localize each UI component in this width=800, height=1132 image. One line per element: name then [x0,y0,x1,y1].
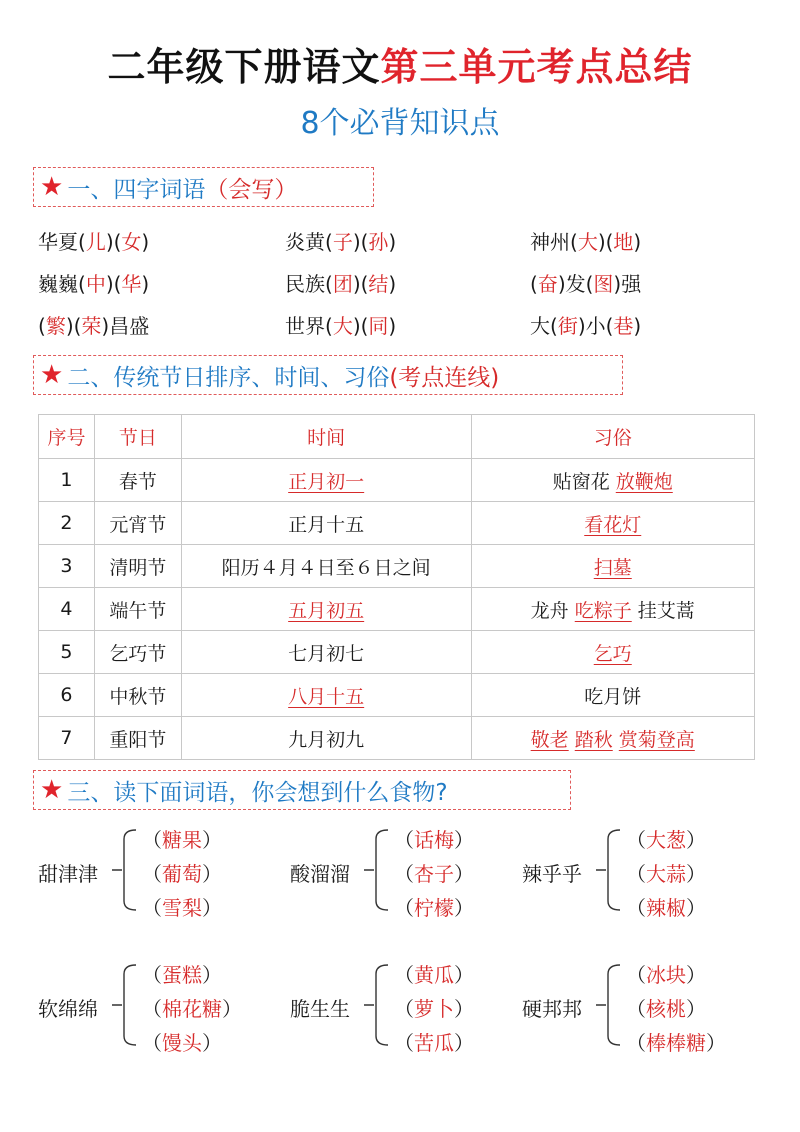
cell-customs [471,717,755,760]
cell-time-text: 五月初五 [288,599,365,622]
paren-open: （ [142,828,162,852]
food-item [142,824,222,853]
answer-char: 同 [368,314,389,338]
cell-festival [94,545,181,588]
cell-no [39,502,95,545]
cell-time [181,717,471,760]
food-name: 雪梨 [162,896,202,920]
cell-no [39,631,95,674]
header-customs: 习俗 [471,415,755,459]
group-word: 软绵绵 [38,997,98,1021]
food-item [142,959,222,988]
food-item [394,824,474,853]
food-name: 柠檬 [414,896,454,920]
custom-answer: 赏菊登高 [618,728,695,751]
section1-header [33,167,374,207]
word-text: ( [325,314,333,338]
section2-note: (考点连线) [389,364,500,391]
food-name: 苦瓜 [414,1031,454,1055]
bracket-icon [112,960,142,1050]
food-item [626,993,706,1022]
cell-time [181,674,471,717]
section1-title: 一、四字词语 [67,176,206,203]
paren-close: ） [202,862,222,886]
cell-festival [94,631,181,674]
custom-answer: 看花灯 [584,513,642,536]
food-item [142,858,222,887]
word-text: 大( [530,314,558,338]
word-text: ) [388,272,397,296]
paren-close: ） [202,1031,222,1055]
food-group [522,820,752,930]
cell-festival [94,717,181,760]
table-row [39,502,755,545]
word-text: )( [352,230,369,254]
page-title [0,42,800,92]
paren-close: ） [706,1031,726,1055]
cell-customs [471,459,755,502]
paren-open: （ [626,862,646,886]
cell-customs [471,631,755,674]
food-group [290,820,520,930]
section1-note: （会写） [205,176,298,203]
word-text: )( [105,272,122,296]
word-text: ( [570,230,578,254]
cell-time [181,459,471,502]
answer-char: 儿 [85,230,106,254]
paren-open: （ [626,963,646,987]
section3-header [33,770,571,810]
answer-char: 女 [121,230,142,254]
food-name: 话梅 [414,828,454,852]
section2-title: 二、传统节日排序、时间、习俗 [67,364,390,391]
bracket-icon [364,960,394,1050]
food-group [38,955,268,1065]
cell-festival [94,459,181,502]
custom-answer: 乞巧 [593,642,632,665]
answer-char: 大 [332,314,353,338]
word-text: ( [78,272,86,296]
cell-customs [471,502,755,545]
cell-no [39,588,95,631]
paren-open: （ [626,896,646,920]
section3-title: 三、读下面词语，你会想到什么食物? [67,779,448,806]
cell-time-text: 七月初七 [288,642,365,665]
table-row [39,717,755,760]
answer-char: 巷 [613,314,634,338]
word-item [38,226,149,255]
bracket-icon [112,825,142,915]
paren-close: ） [202,896,222,920]
paren-open: （ [142,862,162,886]
food-item [394,959,474,988]
answer-char: 地 [613,230,634,254]
paren-open: （ [626,828,646,852]
food-item [142,1027,222,1056]
word-text: ) [141,272,150,296]
food-item [394,993,474,1022]
word-text: ) [141,230,150,254]
page-subtitle: 8个必背知识点 [300,106,500,141]
paren-open: （ [394,862,414,886]
table-row [39,545,755,588]
food-group [522,955,752,1065]
food-name: 蛋糕 [162,963,202,987]
header-festival: 节日 [94,415,181,459]
paren-close: ） [454,828,474,852]
cell-no [39,674,95,717]
paren-open: （ [626,997,646,1021]
paren-open: （ [394,1031,414,1055]
answer-char: 团 [332,272,353,296]
paren-open: （ [394,997,414,1021]
word-text: ) [388,314,397,338]
cell-time [181,545,471,588]
title-part2: 第三单元考点总结 [380,45,693,89]
star-icon: ★ [40,172,64,202]
word-text: ) [388,230,397,254]
group-word: 脆生生 [290,997,350,1021]
custom-text: 挂艾蒿 [637,599,695,622]
food-item [394,892,474,921]
cell-no-text: 7 [60,727,73,749]
bracket-icon [364,825,394,915]
star-icon: ★ [40,360,64,390]
food-name: 大蒜 [646,862,686,886]
answer-char: 中 [85,272,106,296]
word-text: ( [78,230,86,254]
header-no: 序号 [39,415,95,459]
food-name: 黄瓜 [414,963,454,987]
cell-time-text: 八月十五 [288,685,365,708]
paren-close: ） [202,828,222,852]
cell-festival [94,588,181,631]
food-name: 馒头 [162,1031,202,1055]
paren-open: （ [142,963,162,987]
food-group [38,820,268,930]
cell-no [39,459,95,502]
word-text: )( [597,230,614,254]
food-name: 萝卜 [414,997,454,1021]
cell-no-text: 1 [60,469,73,491]
cell-time [181,588,471,631]
food-item [142,993,242,1022]
word-text: ( [530,272,538,296]
paren-close: ） [686,862,706,886]
word-text: 世界 [285,314,325,338]
word-text: ( [325,272,333,296]
food-item [626,858,706,887]
festival-table [38,414,755,760]
cell-time [181,631,471,674]
paren-close: ） [686,896,706,920]
food-group [290,955,520,1065]
word-item [285,268,396,297]
word-text: )小( [577,314,614,338]
food-name: 葡萄 [162,862,202,886]
word-item [38,268,149,297]
header-time: 时间 [181,415,471,459]
cell-festival-text: 清明节 [109,556,167,579]
food-name: 糖果 [162,828,202,852]
word-text: ) [633,230,642,254]
word-text: )强 [613,272,642,296]
word-text: 神州 [530,230,570,254]
cell-no-text: 5 [60,641,73,663]
cell-festival-text: 春节 [118,470,157,493]
paren-open: （ [142,896,162,920]
word-text: ( [325,230,333,254]
star-icon: ★ [40,775,64,805]
paren-open: （ [142,1031,162,1055]
group-word: 硬邦邦 [522,997,582,1021]
word-item [38,310,149,339]
word-text: 华夏 [38,230,78,254]
word-text: 民族 [285,272,325,296]
answer-char: 孙 [368,230,389,254]
word-text: 巍巍 [38,272,78,296]
section2-header [33,355,623,395]
cell-no [39,717,95,760]
word-text: ( [38,314,46,338]
cell-no [39,545,95,588]
cell-festival-text: 端午节 [109,599,167,622]
word-item [285,226,396,255]
paren-close: ） [454,963,474,987]
word-item [530,226,641,255]
table-row [39,674,755,717]
word-text: )( [105,230,122,254]
cell-festival-text: 元宵节 [109,513,167,536]
food-item [394,1027,474,1056]
food-name: 辣椒 [646,896,686,920]
paren-close: ） [454,1031,474,1055]
paren-close: ） [686,828,706,852]
cell-festival [94,502,181,545]
word-text: 炎黄 [285,230,325,254]
custom-text: 吃月饼 [584,685,642,708]
food-name: 大葱 [646,828,686,852]
cell-no-text: 4 [60,598,73,620]
word-text: )昌盛 [101,314,150,338]
paren-open: （ [394,896,414,920]
cell-time-text: 九月初九 [288,728,365,751]
cell-festival-text: 中秋节 [109,685,167,708]
custom-answer: 踏秋 [574,728,613,751]
title-part1: 二年级下册语文 [107,45,381,89]
paren-close: ） [686,997,706,1021]
bracket-icon [596,960,626,1050]
cell-time-text: 正月十五 [288,513,365,536]
bracket-icon [596,825,626,915]
cell-festival-text: 乞巧节 [109,642,167,665]
custom-answer: 扫墓 [593,556,632,579]
food-item [626,1027,726,1056]
group-word: 甜津津 [38,862,98,886]
word-item [530,268,641,297]
paren-close: ） [454,896,474,920]
word-text: )( [65,314,82,338]
answer-char: 子 [332,230,353,254]
answer-char: 华 [121,272,142,296]
word-text: )发( [557,272,594,296]
paren-close: ） [686,963,706,987]
table-row [39,459,755,502]
answer-char: 奋 [537,272,558,296]
cell-no-text: 3 [60,555,73,577]
answer-char: 图 [593,272,614,296]
food-name: 棒棒糖 [646,1031,706,1055]
custom-text: 贴窗花 [552,470,610,493]
cell-time [181,502,471,545]
food-name: 杏子 [414,862,454,886]
cell-customs [471,588,755,631]
paren-open: （ [142,997,162,1021]
answer-char: 街 [557,314,578,338]
food-item [626,824,706,853]
food-name: 核桃 [646,997,686,1021]
word-item [285,310,396,339]
food-item [142,892,222,921]
paren-close: ） [202,963,222,987]
food-name: 冰块 [646,963,686,987]
custom-answer: 吃粽子 [574,599,632,622]
cell-time-text: 正月初一 [288,470,365,493]
custom-text: 龙舟 [530,599,569,622]
table-row [39,588,755,631]
cell-no-text: 6 [60,684,73,706]
cell-no-text: 2 [60,512,73,534]
answer-char: 结 [368,272,389,296]
table-header-row [39,415,755,459]
food-name: 棉花糖 [162,997,222,1021]
word-text: )( [352,272,369,296]
group-word: 辣乎乎 [522,862,582,886]
cell-festival [94,674,181,717]
paren-close: ） [454,862,474,886]
cell-customs [471,674,755,717]
cell-customs [471,545,755,588]
food-item [626,892,706,921]
group-word: 酸溜溜 [290,862,350,886]
food-item [394,858,474,887]
answer-char: 大 [577,230,598,254]
word-text: ) [633,314,642,338]
custom-answer: 敬老 [530,728,569,751]
paren-close: ） [454,997,474,1021]
word-item [530,310,641,339]
paren-open: （ [394,963,414,987]
custom-answer: 放鞭炮 [615,470,673,493]
paren-open: （ [394,828,414,852]
paren-open: （ [626,1031,646,1055]
word-text: )( [352,314,369,338]
paren-close: ） [222,997,242,1021]
cell-time-text: 阳历４月４日至６日之间 [221,556,431,579]
table-row [39,631,755,674]
cell-festival-text: 重阳节 [109,728,167,751]
answer-char: 繁 [45,314,66,338]
food-item [626,959,706,988]
answer-char: 荣 [81,314,102,338]
